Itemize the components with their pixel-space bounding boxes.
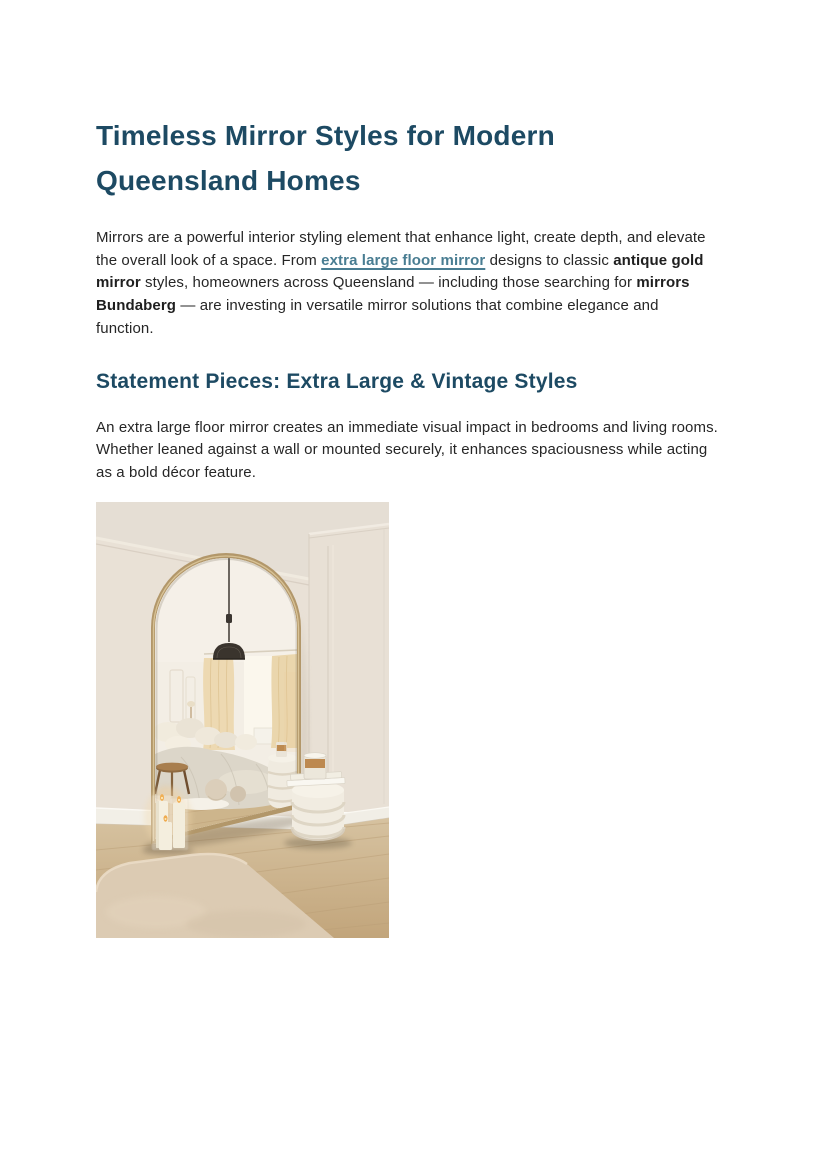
intro-paragraph: [96, 227, 720, 341]
intro-text-3: styles, homeowners across Queensland — including those searching for: [140, 274, 637, 292]
intro-text-4: — are investing in versatile mirror solutions that combine elegance and function.: [96, 297, 659, 337]
bedroom-mirror-photo: [96, 502, 389, 938]
article-title: Timeless Mirror Styles for Modern Queensland Homes: [96, 120, 555, 196]
amber-candle: [304, 752, 326, 778]
document-page: [0, 113, 816, 1169]
section-paragraph: An extra large floor mirror creates an immediate visual impact in bedrooms and living rooms. Whether leaned against a wall or mounted securely, it enhances spaciousness while acting as a bold décor feature.: [96, 418, 718, 481]
extra-large-floor-mirror-link[interactable]: extra large floor mirror: [321, 251, 486, 269]
intro-text-1: Mirrors are a powerful interior styling element that enhance light, create depth, and elevate the overall look of a space. From: [96, 229, 706, 269]
intro-bold-mirrors-bundaberg: mirrors Bundaberg: [96, 274, 690, 315]
section-heading: Statement Pieces: Extra Large & Vintage Styles: [96, 369, 578, 393]
intro-bold-antique-gold-mirror: antique gold mirror: [96, 251, 704, 292]
intro-text-2: designs to classic: [485, 251, 614, 269]
article-image-figure: [96, 502, 389, 938]
